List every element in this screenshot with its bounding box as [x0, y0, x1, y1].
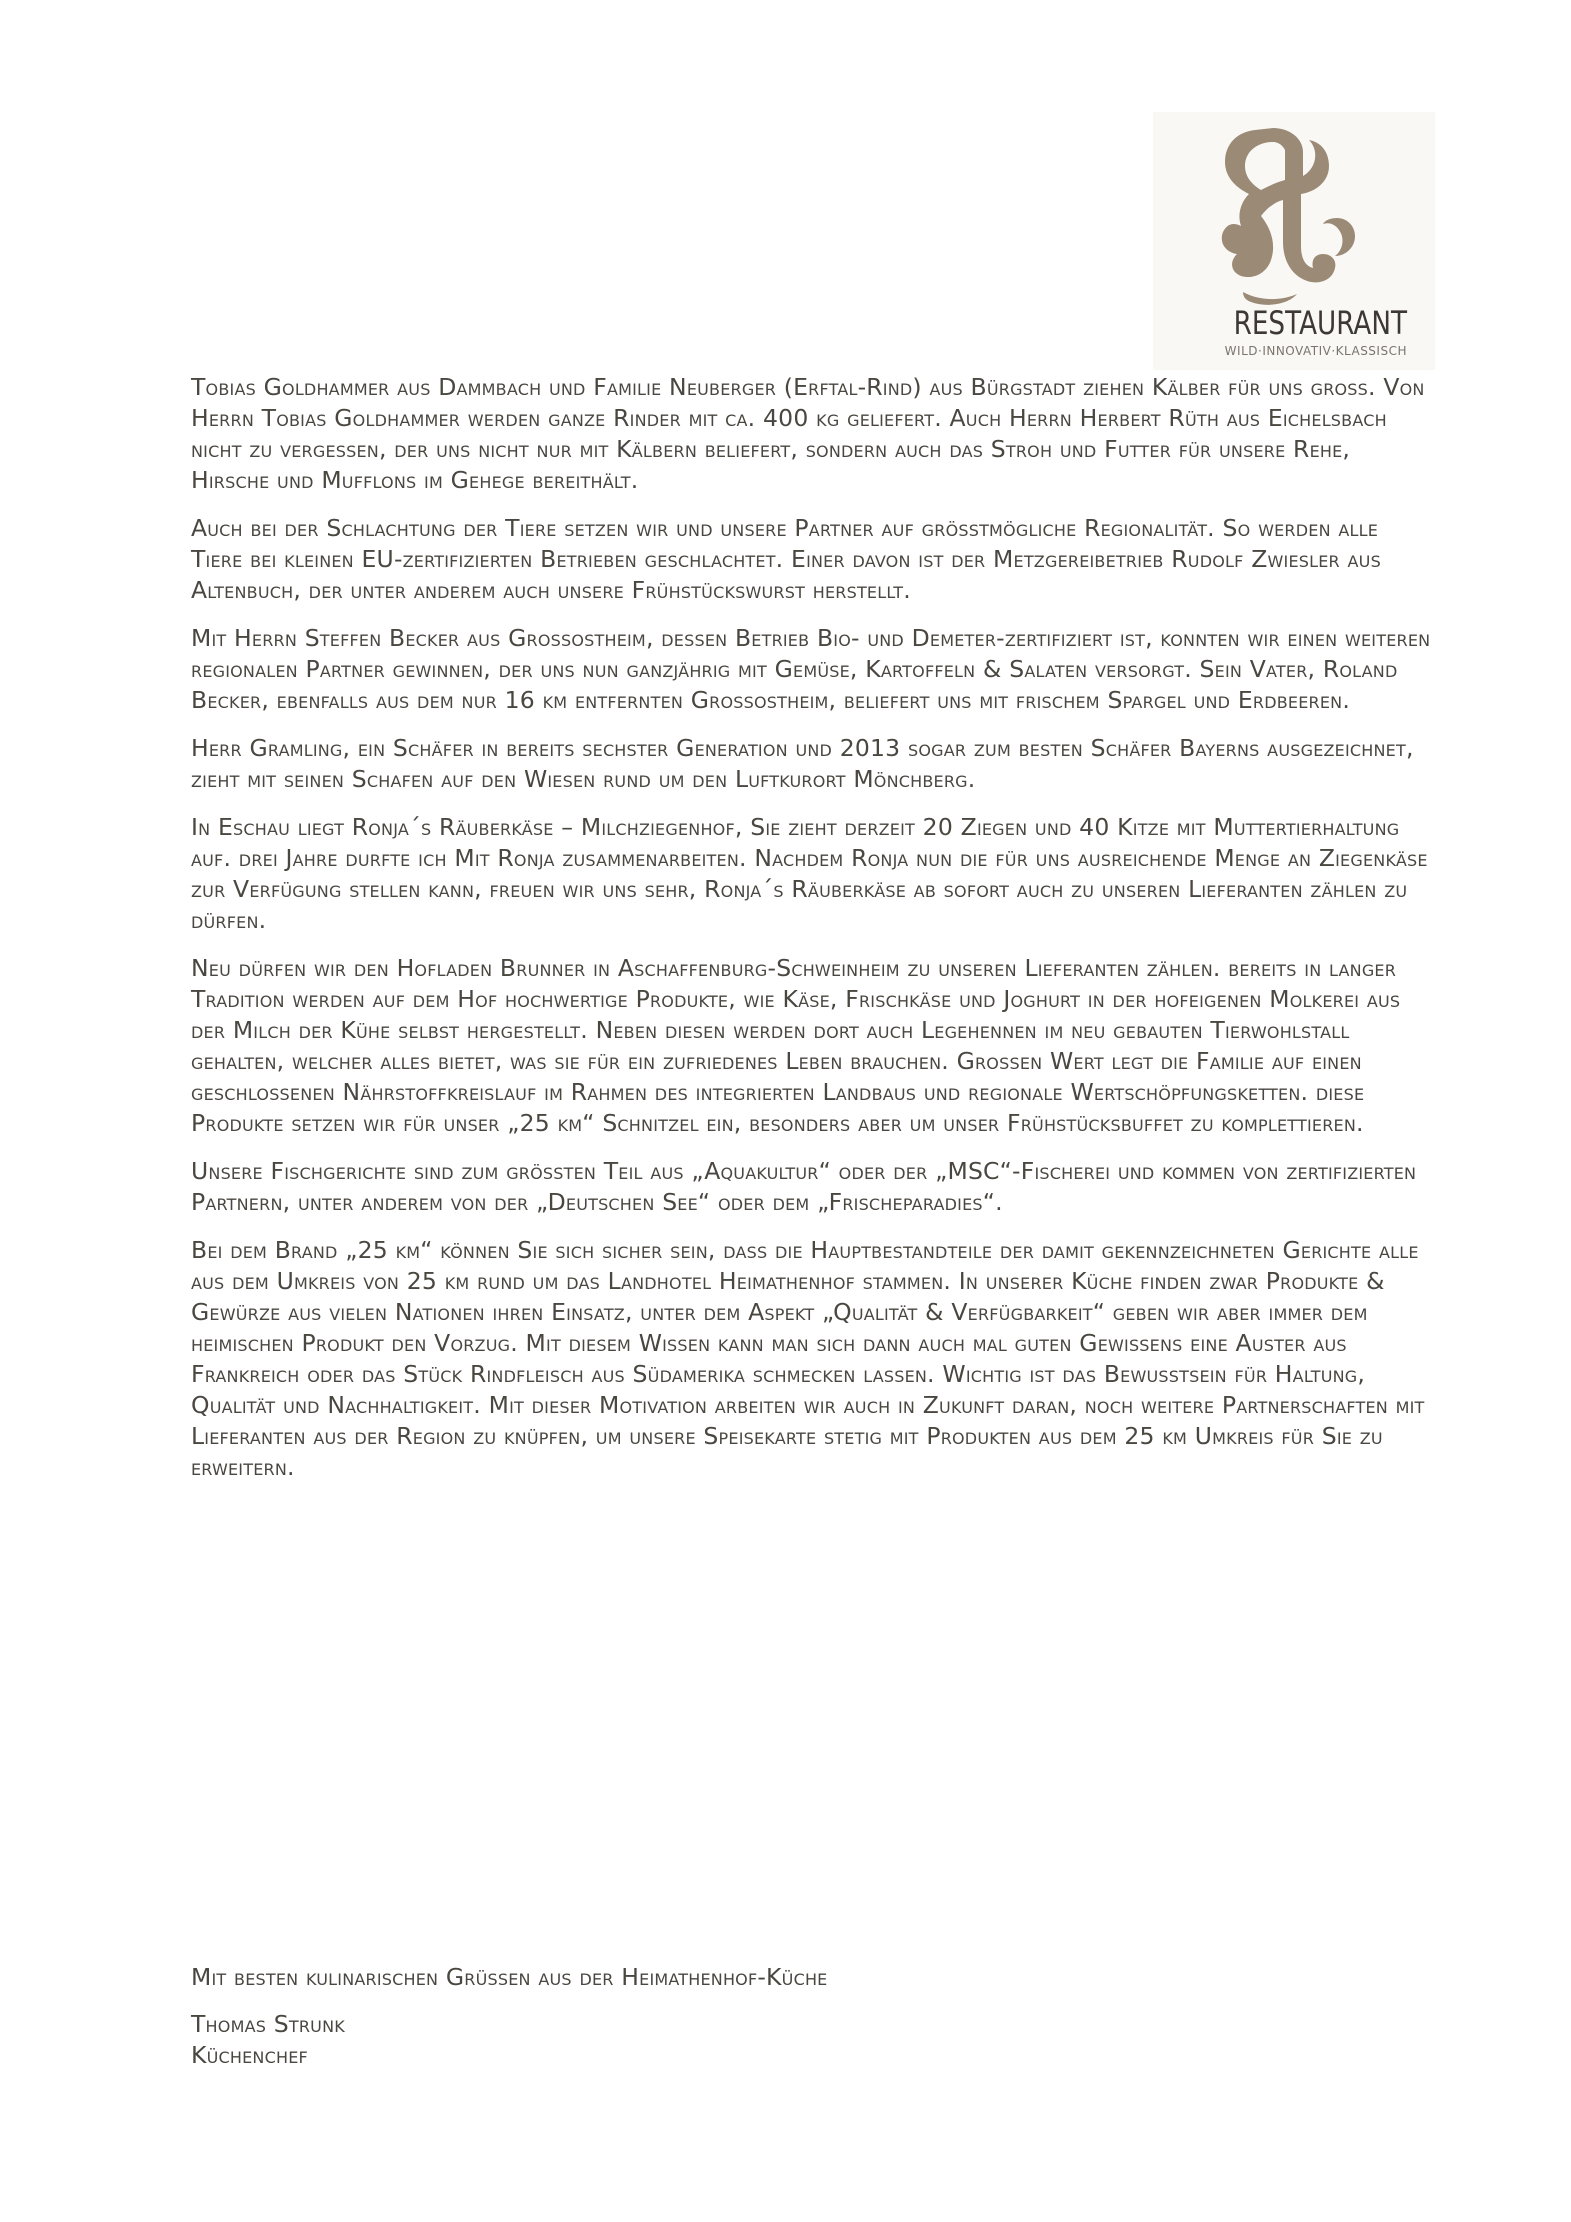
logo-brand-text: RESTAURANT	[1233, 304, 1407, 342]
logo-tagline: WILD·INNOVATIV·KLASSISCH	[1224, 344, 1407, 358]
letter-body	[191, 372, 1431, 1500]
paragraph-hofladen: Neu dürfen wir den Hofladen Brunner in Aschaffenburg-Schweinheim zu unseren Lieferanten zählen. bereits in langer Tradition werden auf dem Hof hochwertige Produkte, wie Käse, Frischkäse und Joghurt in der hofeigenen Molkerei aus der Milch der Kühe selbst hergestellt. Neben diesen werden dort auch Legehennen im neu gebauten Tierwohlstall gehalten, welcher alles bietet, was sie für ein zufriedenes Leben brauchen. Grossen Wert legt die Familie auf einen geschlossenen Nährstoffkreislauf im Rahmen des integrierten Landbaus und regionale Wertschöpfungsketten. diese Produkte setzen wir für unser „25 km“ Schnitzel ein, besonders aber um unser Frühstücksbuffet zu komplettieren.	[191, 954, 1401, 1137]
signoff	[191, 1962, 1431, 2071]
paragraph-goat-cheese: In Eschau liegt Ronja´s Räuberkäse – Milchziegenhof, Sie zieht derzeit 20 Ziegen und 40 Kitze mit Muttertierhaltung auf. drei Jahre durfte ich Mit Ronja zusammenarbeiten. Nachdem Ronja nun die für uns ausreichende Menge an Ziegenkäse zur Verfügung stellen kann, freuen wir uns sehr, Ronja´s Räuberkäse ab sofort auch zu unseren Lieferanten zählen zu dürfen.	[191, 813, 1428, 934]
paragraph-shepherd: Herr Gramling, ein Schäfer in bereits sechster Generation und 2013 sogar zum besten Schäfer Bayerns ausgezeichnet, zieht mit seinen Schafen auf den Wiesen rund um den Luftkurort Mönchberg.	[191, 734, 1414, 793]
h-monogram-icon	[1197, 122, 1387, 312]
paragraph-fish: Unsere Fischgerichte sind zum grössten Teil aus „Aquakultur“ oder der „MSC“-Fischerei und kommen von zertifizierten Partnern, unter anderem von der „Deutschen See“ oder dem „Frischeparadies“.	[191, 1157, 1417, 1216]
signer-name: Thomas Strunk	[191, 2010, 345, 2038]
paragraph-vegetables: Mit Herrn Steffen Becker aus Grossostheim, dessen Betrieb Bio- und Demeter-zertifiziert ist, konnten wir einen weiteren regionalen Partner gewinnen, der uns nun ganzjährig mit Gemüse, Kartoffeln & Salaten versorgt. Sein Vater, Roland Becker, ebenfalls aus dem nur 16 km entfernten Grossostheim, beliefert uns mit frischem Spargel und Erdbeeren.	[191, 624, 1431, 714]
signer-role: Küchenchef	[191, 2041, 308, 2069]
restaurant-logo	[1153, 112, 1435, 370]
paragraph-suppliers-cattle: Tobias Goldhammer aus Dammbach und Familie Neuberger (Erftal-Rind) aus Bürgstadt ziehen Kälber für uns gross. Von Herrn Tobias Goldhammer werden ganze Rinder mit ca. 400 kg geliefert. Auch Herrn Herbert Rüth aus Eichelsbach nicht zu vergessen, der uns nicht nur mit Kälbern beliefert, sondern auch das Stroh und Futter für unsere Rehe, Hirsche und Mufflons im Gehege bereithält.	[191, 373, 1425, 494]
paragraph-25km-brand: Bei dem Brand „25 km“ können Sie sich sicher sein, dass die Hauptbestandteile der damit gekennzeichneten Gerichte alle aus dem Umkreis von 25 km rund um das Landhotel Heimathenhof stammen. In unserer Küche finden zwar Produkte & Gewürze aus vielen Nationen ihren Einsatz, unter dem Aspekt „Qualität & Verfügbarkeit“ geben wir aber immer dem heimischen Produkt den Vorzug. Mit diesem Wissen kann man sich dann auch mal guten Gewissens eine Auster aus Frankreich oder das Stück Rindfleisch aus Südamerika schmecken lassen. Wichtig ist das Bewusstsein für Haltung, Qualität und Nachhaltigkeit. Mit dieser Motivation arbeiten wir auch in Zukunft daran, noch weitere Partnerschaften mit Lieferanten aus der Region zu knüpfen, um unsere Speisekarte stetig mit Produkten aus dem 25 km Umkreis für Sie zu erweitern.	[191, 1236, 1425, 1481]
paragraph-slaughter: Auch bei der Schlachtung der Tiere setzen wir und unsere Partner auf grösstmögliche Regionalität. So werden alle Tiere bei kleinen EU-zertifizierten Betrieben geschlachtet. Einer davon ist der Metzgereibetrieb Rudolf Zwiesler aus Altenbuch, der unter anderem auch unsere Frühstückswurst herstellt.	[191, 514, 1381, 604]
closing-line: Mit besten kulinarischen Grüssen aus der Heimathenhof-Küche	[191, 1963, 828, 1991]
